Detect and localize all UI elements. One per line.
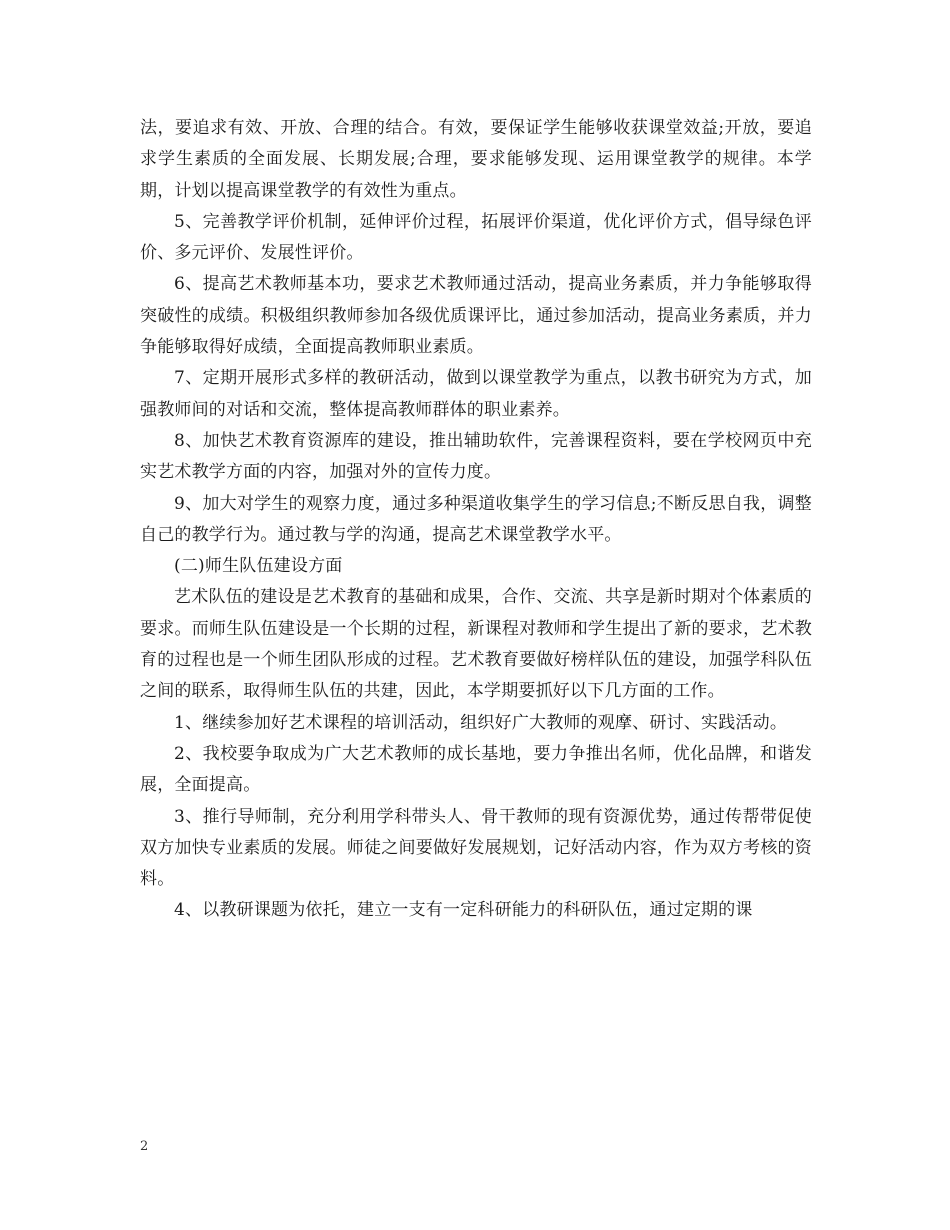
paragraph-item-7: 7、定期开展形式多样的教研活动，做到以课堂教学为重点，以教书研究为方式，加强教师间的对话和交流，整体提高教师群体的职业素养。 bbox=[140, 368, 812, 420]
page-number: 2 bbox=[140, 1139, 149, 1154]
paragraph-item-8: 8、加快艺术教育资源库的建设，推出辅助软件，完善课程资料，要在学校网页中充实艺术教学方面的内容，加强对外的宣传力度。 bbox=[140, 430, 812, 483]
paragraph-item-5: 5、完善教学评价机制，延伸评价过程，拓展评价渠道，优化评价方式，倡导绿色评价、多元评价、发展性评价。 bbox=[140, 211, 812, 264]
paragraph-continued: 法，要追求有效、开放、合理的结合。有效，要保证学生能够收获课堂效益;开放，要追求学生素质的全面发展、长期发展;合理，要求能够发现、运用课堂教学的规律。本学期，计划以提高课堂教学的有效性为重点。 bbox=[140, 118, 812, 201]
paragraph-item-6: 6、提高艺术教师基本功，要求艺术教师通过活动，提高业务素质，并力争能够取得突破性的成绩。积极组织教师参加各级优质课评比，通过参加活动，提高业务素质，并力争能够取得好成绩，全面提高教师职业素质。 bbox=[140, 274, 812, 358]
document-body bbox=[140, 113, 812, 927]
section-heading: (二)师生队伍建设方面 bbox=[174, 556, 343, 577]
paragraph-team-item-3: 3、推行导师制，充分利用学科带头人、骨干教师的现有资源优势，通过传帮带促使双方加快专业素质的发展。师徒之间要做好发展规划，记好活动内容，作为双方考核的资料。 bbox=[140, 806, 812, 890]
paragraph-team-item-4: 4、以教研课题为依托，建立一支有一定科研能力的科研队伍，通过定期的课 bbox=[174, 900, 753, 921]
paragraph-team-item-1: 1、继续参加好艺术课程的培训活动，组织好广大教师的观摩、研讨、实践活动。 bbox=[174, 712, 788, 733]
paragraph-team-item-2: 2、我校要争取成为广大艺术教师的成长基地，要力争推出名师，优化品牌，和谐发展，全面提高。 bbox=[140, 743, 812, 796]
paragraph-section-intro: 艺术队伍的建设是艺术教育的基础和成果，合作、交流、共享是新时期对个体素质的要求。而师生队伍建设是一个长期的过程，新课程对教师和学生提出了新的要求，艺术教育的过程也是一个师生团队形成的过程。艺术教育要做好榜样队伍的建设，加强学科队伍之间的联系，取得师生队伍的共建，因此，本学期要抓好以下几方面的工作。 bbox=[140, 587, 812, 702]
paragraph-item-9: 9、加大对学生的观察力度，通过多种渠道收集学生的学习信息;不断反思自我，调整自己的教学行为。通过教与学的沟通，提高艺术课堂教学水平。 bbox=[140, 493, 812, 545]
